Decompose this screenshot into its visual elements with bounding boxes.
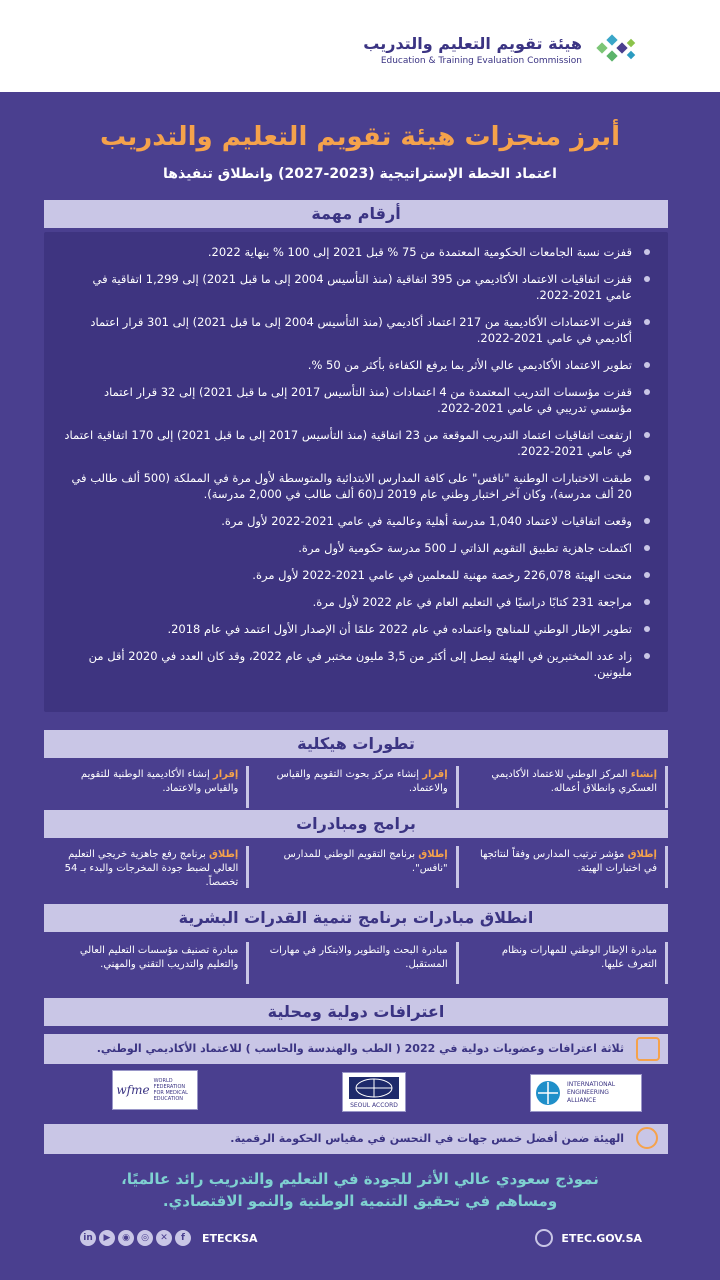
website-link[interactable] xyxy=(535,1228,642,1248)
closing-line-1: نموذج سعودي عالي الأثر للجودة في التعليم والتدريب رائد عالميًا، xyxy=(121,1170,599,1188)
structural-item xyxy=(44,766,249,808)
structural-text: إنشاء مركز بحوث التقويم والقياس والاعتماد. xyxy=(276,769,448,794)
recognition-international-row xyxy=(44,1034,668,1064)
list-item: قفزت الاعتمادات الأكاديمية من 217 اعتماد أكاديمي (منذ التأسيس 2004 إلى ما قبل 2021) إلى 301 قرار اعتماد أكاديمي في عامي 2021-2022. xyxy=(64,314,650,346)
list-item: زاد عدد المختبرين في الهيئة ليصل إلى أكثر من 3,5 مليون مختبر في عام 2022، وقد كان العدد في 2020 أقل من مليونين. xyxy=(64,648,650,680)
wfme-logo-abbr: wfme xyxy=(116,1083,150,1097)
program-text: مؤشر ترتيب المدارس وفقاً لنتائجها في اختبارات الهيئة. xyxy=(479,849,657,874)
iea-globe-icon xyxy=(535,1080,561,1106)
website-url[interactable]: ETEC.GOV.SA xyxy=(561,1231,642,1245)
recognition-international-text: ثلاثة اعترافات وعضويات دولية في 2022 ( الطب والهندسة والحاسب ) للاعتماد الأكاديمي الوطني. xyxy=(96,1042,624,1055)
program-text: برنامج رفع جاهزية خريجي التعليم العالي لضبط جودة المخرجات والبدء بـ 54 تخصصاً. xyxy=(64,849,239,888)
page-subtitle: اعتماد الخطة الإستراتيجية (2023-2027) وانطلاق تنفيذها xyxy=(163,166,557,182)
iea-logo xyxy=(530,1074,642,1112)
structural-verb: إقرار xyxy=(212,769,239,780)
list-item: قفزت اتفاقيات الاعتماد الأكاديمي من 395 اتفاقية (منذ التأسيس 2004 إلى ما قبل 2021) إلى 1,299 اتفاقية في عامي 2021-2022. xyxy=(64,271,650,303)
list-item: تطوير الاعتماد الأكاديمي عالي الأثر بما يرفع الكفاءة بأكثر من 50 %. xyxy=(64,357,650,373)
page-title: أبرز منجزات هيئة تقويم التعليم والتدريب xyxy=(100,122,620,152)
social-bar xyxy=(80,1228,258,1248)
program-verb: إطلاق xyxy=(627,849,657,860)
logo-english-name: Education & Training Evaluation Commission xyxy=(380,56,582,66)
initiative-item: مبادرة البحث والتطوير والابتكار في مهارات المستقبل. xyxy=(253,942,458,984)
list-item: قفزت نسبة الجامعات الحكومية المعتمدة من 75 % قبل 2021 إلى 100 % بنهاية 2022. xyxy=(64,244,650,260)
closing-statement xyxy=(40,1168,680,1212)
structural-verb: إقرار xyxy=(422,769,448,780)
numbers-list xyxy=(44,232,668,699)
seoul-accord-logo xyxy=(342,1072,406,1112)
certificate-icon xyxy=(636,1037,660,1061)
section-header-numbers: أرقام مهمة xyxy=(44,200,668,228)
youtube-icon[interactable]: ▶ xyxy=(99,1230,115,1246)
seoul-accord-globe-icon xyxy=(348,1076,400,1100)
program-verb: إطلاق xyxy=(418,849,448,860)
recognition-digital-government-text: الهيئة ضمن أفضل خمس جهات في التحسن في مقياس الحكومة الرقمية. xyxy=(230,1132,624,1145)
section-header-programs: برامج ومبادرات xyxy=(44,810,668,838)
list-item: منحت الهيئة 226,078 رخصة مهنية للمعلمين في عامي 2021-2022 لأول مرة. xyxy=(64,567,650,583)
x-twitter-icon[interactable]: ✕ xyxy=(156,1230,172,1246)
program-item xyxy=(44,846,249,888)
list-item: وقعت اتفاقيات لاعتماد 1,040 مدرسة أهلية وعالمية في عامي 2021-2022 لأول مرة. xyxy=(64,513,650,529)
list-item: اكتملت جاهزية تطبيق التقويم الذاتي لـ 500 مدرسة حكومية لأول مرة. xyxy=(64,540,650,556)
section-header-human-capability: انطلاق مبادرات برنامج تنمية القدرات البشرية xyxy=(44,904,668,932)
structural-text: المركز الوطني للاعتماد الأكاديمي العسكري وانطلاق أعماله. xyxy=(491,769,657,794)
facebook-icon[interactable]: f xyxy=(175,1230,191,1246)
recognition-digital-government-row xyxy=(44,1124,668,1154)
structural-item xyxy=(463,766,668,808)
wfme-logo-name: WORLD FEDERATION FOR MEDICAL EDUCATION xyxy=(153,1078,188,1102)
structural-text: إنشاء الأكاديمية الوطنية للتقويم والقياس والاعتماد. xyxy=(80,769,239,794)
structural-verb: إنشاء xyxy=(630,769,657,780)
list-item: مراجعة 231 كتابًا دراسيًا في التعليم العام في عام 2022 لأول مرة. xyxy=(64,594,650,610)
list-item: طبقت الاختبارات الوطنية "نافس" على كافة المدارس الابتدائية والمتوسطة لأول مرة في المملكة (500 ألف طالب في 20 ألف مدرسة)، وكان آخر اختبار وطني عام 2019 لـ(60 ألف طالب في 2,000 مدرسة). xyxy=(64,470,650,502)
program-item xyxy=(463,846,668,888)
logo-arabic-name: هيئة تقويم التعليم والتدريب xyxy=(363,34,582,53)
seoul-accord-label: SEOUL ACCORD xyxy=(350,1101,398,1109)
instagram-icon[interactable]: ◎ xyxy=(137,1230,153,1246)
etec-logo[interactable] xyxy=(340,28,640,72)
structural-columns xyxy=(44,766,668,808)
iea-label: INTERNATIONAL ENGINEERING ALLIANCE xyxy=(567,1081,616,1104)
section-header-structural: تطورات هيكلية xyxy=(44,730,668,758)
social-handle[interactable]: ETECKSA xyxy=(202,1231,258,1245)
program-text: برنامج التقويم الوطني للمدارس "نافس". xyxy=(283,849,448,874)
list-item: تطوير الإطار الوطني للمناهج واعتماده في عام 2022 علمًا أن الإصدار الأول اعتمد في عام 2018. xyxy=(64,621,650,637)
program-item xyxy=(253,846,458,888)
header-bar xyxy=(0,0,720,92)
etec-logo-mark-icon xyxy=(594,30,640,66)
linkedin-icon[interactable]: in xyxy=(80,1230,96,1246)
structural-item xyxy=(253,766,458,808)
closing-line-2: ومساهم في تحقيق التنمية الوطنية والنمو الاقتصادي. xyxy=(162,1192,558,1210)
initiative-item: مبادرة الإطار الوطني للمهارات ونظام التعرف عليها. xyxy=(463,942,668,984)
programs-columns xyxy=(44,846,668,888)
list-item: ارتفعت اتفاقيات اعتماد التدريب الموقعة من 23 اتفاقية (منذ التأسيس 2017 إلى ما قبل 2021) إلى 170 اتفاقية اعتماد في عامي 2021-2022. xyxy=(64,427,650,459)
numbers-panel xyxy=(44,232,668,712)
list-item: قفزت مؤسسات التدريب المعتمدة من 4 اعتمادات (منذ التأسيس 2017 إلى ما قبل 2021) إلى 32 قرار اعتماد مؤسسي تدريبي في عامي 2021-2022. xyxy=(64,384,650,416)
initiative-item: مبادرة تصنيف مؤسسات التعليم العالي والتعليم والتدريب التقني والمهني. xyxy=(44,942,249,984)
program-verb: إطلاق xyxy=(208,849,239,860)
wfme-logo xyxy=(112,1070,198,1110)
human-capability-columns xyxy=(44,942,668,984)
snapchat-icon[interactable]: ◉ xyxy=(118,1230,134,1246)
medal-icon xyxy=(636,1127,658,1149)
globe-icon xyxy=(535,1229,553,1247)
section-header-recognition: اعترافات دولية ومحلية xyxy=(44,998,668,1026)
